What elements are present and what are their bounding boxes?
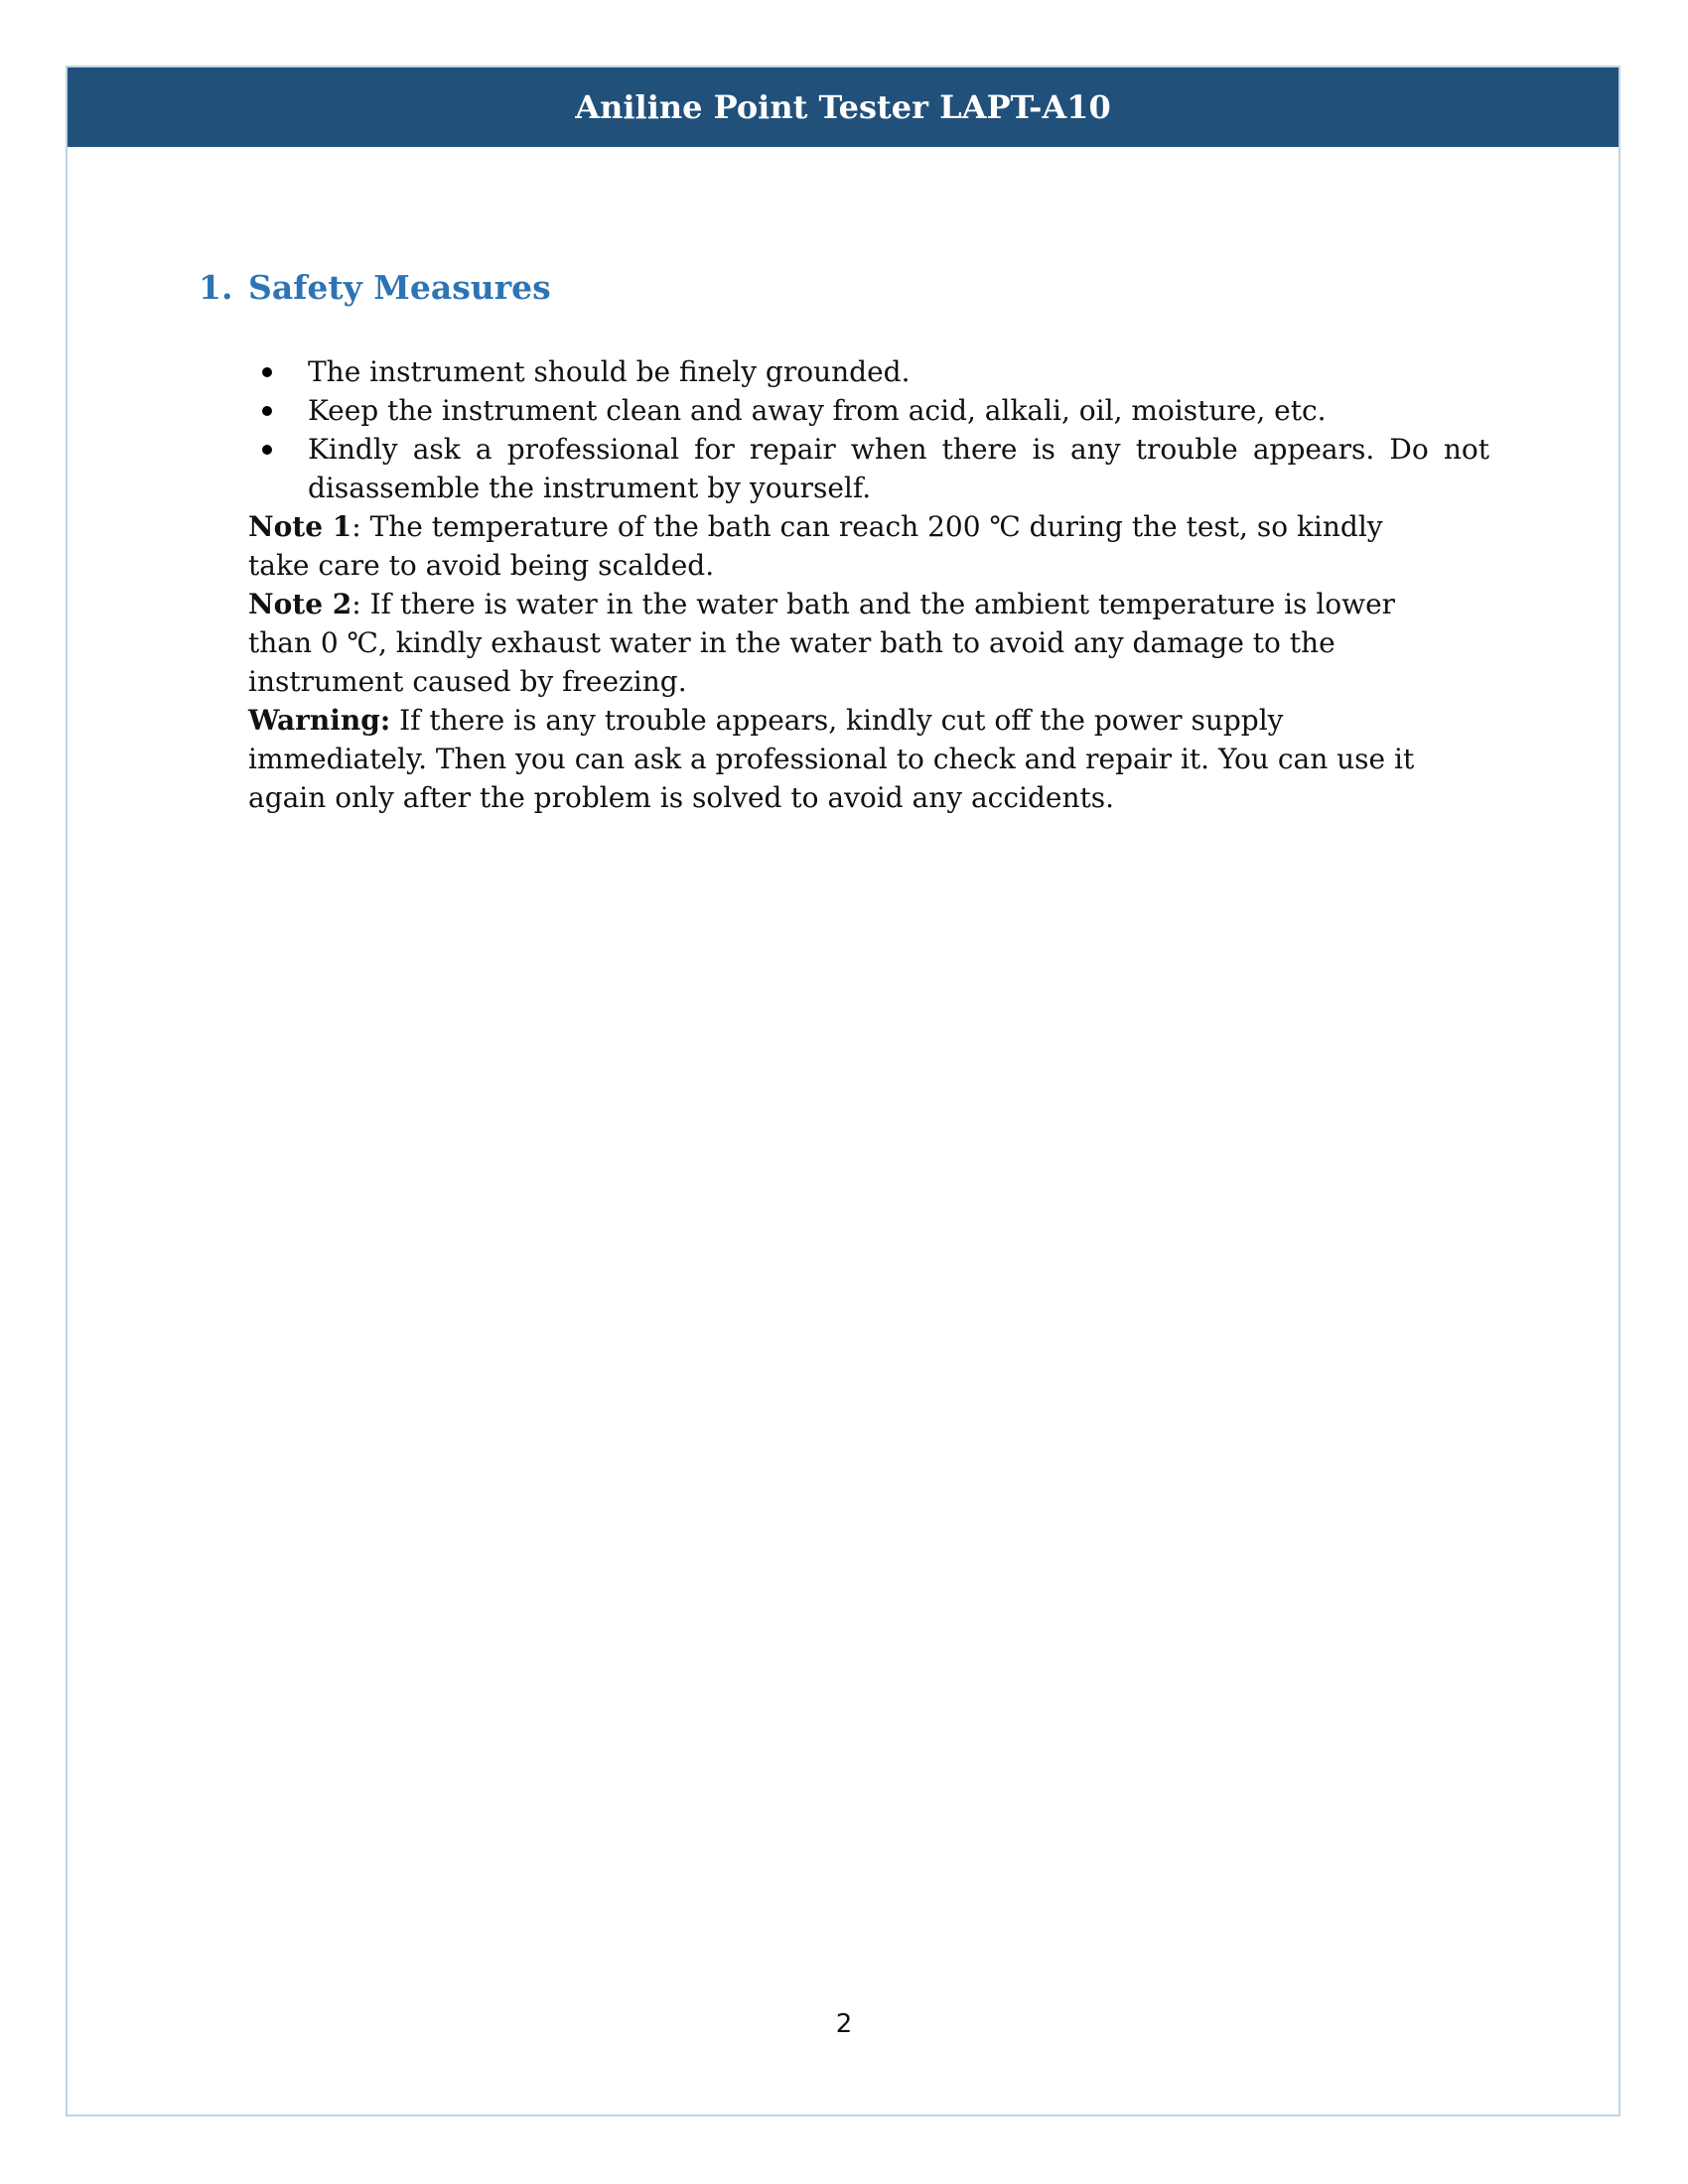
note-2-separator: : — [352, 588, 361, 620]
safety-bullet-list — [248, 352, 1489, 507]
note-2 — [248, 585, 1445, 701]
bullet-item — [248, 352, 1489, 391]
note-1 — [248, 507, 1445, 585]
section-content — [248, 352, 1489, 817]
bullet-item — [248, 391, 1489, 430]
section-number: 1. — [199, 268, 233, 307]
warning — [248, 701, 1445, 817]
note-2-label: Note 2 — [248, 588, 352, 620]
bullet-text: The instrument should be finely grounded. — [308, 355, 911, 388]
bullet-icon — [262, 445, 272, 455]
page-number: 2 — [835, 2009, 853, 2039]
warning-text: If there is any trouble appears, kindly cut off the power supply immediately. Then you can ask a professional to check and repair it. You can use it again only after the problem is solved to avoid any accidents. — [248, 704, 1415, 814]
bullet-text: Keep the instrument clean and away from acid, alkali, oil, moisture, etc. — [308, 394, 1327, 427]
note-1-text: The temperature of the bath can reach 200 ℃ during the test, so kindly take care to avoid being scalded. — [248, 510, 1383, 582]
note-1-separator: : — [352, 510, 361, 543]
bullet-item — [248, 430, 1489, 507]
warning-label: Warning: — [248, 704, 391, 737]
bullet-icon — [262, 367, 272, 377]
section-heading — [199, 268, 551, 307]
document-title: Aniline Point Tester LAPT-A10 — [575, 88, 1111, 126]
header-band — [68, 68, 1618, 147]
bullet-icon — [262, 406, 272, 416]
note-2-text: If there is water in the water bath and the ambient temperature is lower than 0 ℃, kindly exhaust water in the water bath to avoid any damage to the instrument caused by freezing. — [248, 588, 1396, 698]
note-1-label: Note 1 — [248, 510, 352, 543]
section-title: Safety Measures — [248, 268, 551, 307]
bullet-text: Kindly ask a professional for repair when there is any trouble appears. Do not disassemble the instrument by yourself. — [308, 433, 1489, 504]
